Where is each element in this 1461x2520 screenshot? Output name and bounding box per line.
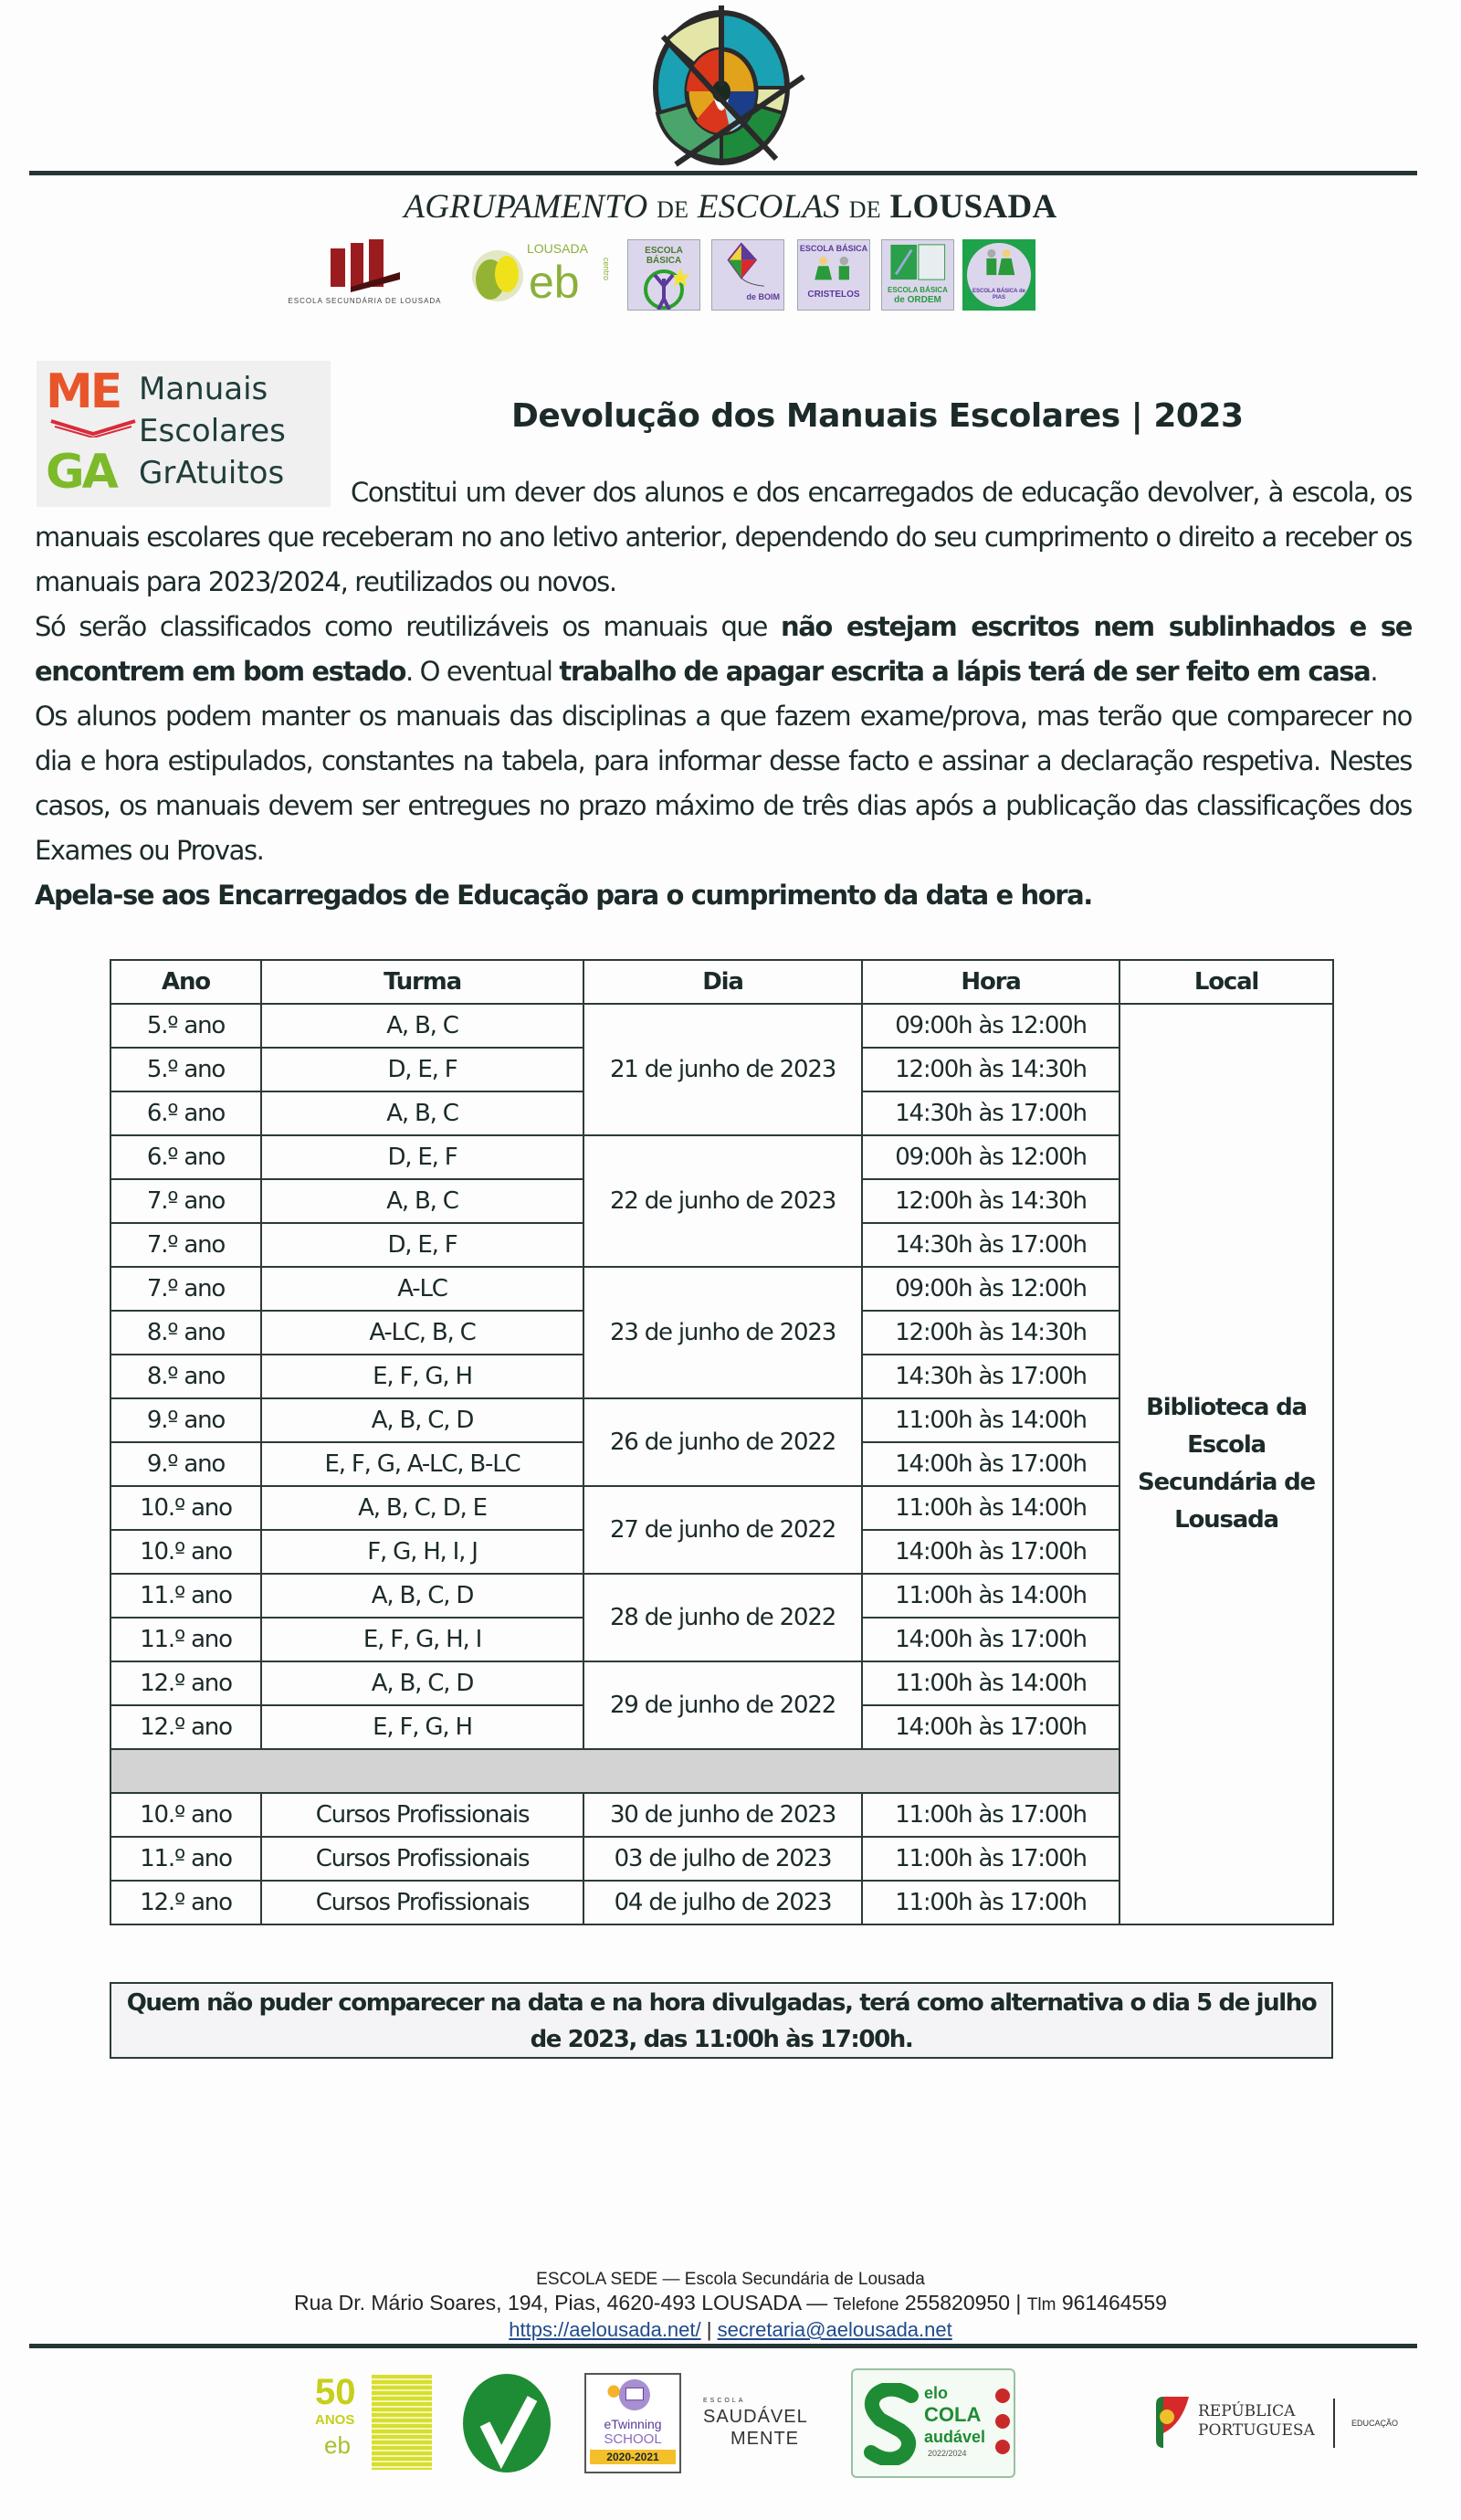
cell-turma: E, F, G, H, I [261,1618,583,1661]
logo-eb-lousada-centro [470,239,616,311]
cell-turma: A, B, C, D [261,1661,583,1705]
cell-hora: 11:00h às 14:00h [862,1486,1119,1530]
children-icon [976,248,1022,285]
logo-escola-saudavel-mente [703,2373,831,2473]
logo-caption: centro [602,258,611,281]
cell-hora: 11:00h às 14:00h [862,1398,1119,1442]
cell-hora: 14:30h às 17:00h [862,1091,1119,1135]
alternative-date-note: Quem não puder comparecer na data e na hora divulgadas, terá como alternativa o dia 5 de julho de 2023, das 11:00h às 17:00h. [110,1982,1333,2059]
footer-phone: 255820950 [904,2291,1011,2314]
logo-50-anos [315,2373,434,2473]
footer-mobile: 961464559 [1061,2291,1167,2314]
header-divider [29,171,1417,175]
cell-turma: A, B, C, D [261,1398,583,1442]
footer-contact: ESCOLA SEDE — Escola Secundária de Lousada Rua Dr. Mário Soares, 194, Pias, 4620-493 LOUSADA — Telefone 255820950 | Tlm 961464559 https://aelousada.net/ | secretaria@aelousada.net [0,2270,1461,2342]
open-book-icon [49,417,137,438]
logo-text: audável [924,2428,986,2446]
agrupamento-emblem-icon [630,4,813,168]
child-star-icon [636,266,691,311]
cell-hora: 14:30h às 17:00h [862,1355,1119,1398]
cell-ano: 6.º ano [110,1135,261,1179]
cell-hora: 11:00h às 14:00h [862,1661,1119,1705]
logo-text: 2022/2024 [928,2449,967,2458]
logo-text: eTwinning [604,2417,662,2431]
cell-ano: 7.º ano [110,1267,261,1311]
text-run: Só serão classificados como reutilizáveis os manuais que [35,611,781,642]
logo-caption: ESCOLA BÁSICA [888,286,948,294]
cell-ano: 11.º ano [110,1574,261,1618]
cell-dia: 29 de junho de 2022 [583,1661,862,1749]
cell-hora: 14:00h às 17:00h [862,1705,1119,1749]
website-link[interactable]: https://aelousada.net/ [509,2318,701,2341]
cell-ano: 5.º ano [110,1004,261,1048]
cell-hora: 09:00h às 12:00h [862,1135,1119,1179]
logo-caption: eb [529,257,580,308]
mega-letters-bottom: GA [46,445,116,500]
cell-hora: 09:00h às 12:00h [862,1267,1119,1311]
logo-escola-basica-1 [627,239,700,311]
cell-turma: D, E, F [261,1048,583,1091]
cell-turma: A, B, C, D, E [261,1486,583,1530]
logo-caption: ESCOLA BÁSICA [799,244,868,253]
org-name-part: DE [657,196,689,223]
logo-escola-basica-pias [962,239,1035,311]
cell-ano: 10.º ano [110,1530,261,1574]
cell-hora: 11:00h às 17:00h [862,1793,1119,1837]
cell-ano: 6.º ano [110,1091,261,1135]
cell-hora: 12:00h às 14:30h [862,1048,1119,1091]
cell-turma: E, F, G, H [261,1355,583,1398]
kite-icon [720,242,775,288]
apples-icon [993,2387,1012,2460]
logo-text: 2020-2021 [590,2450,676,2464]
cell-hora: 11:00h às 17:00h [862,1881,1119,1924]
cell-dia: 30 de junho de 2023 [583,1793,862,1837]
table-row [110,1004,1333,1048]
cell-ano: 10.º ano [110,1486,261,1530]
logo-text: ESCOLA [703,2398,746,2404]
footer-divider [29,2344,1417,2348]
column-header-ano: Ano [110,960,261,1004]
text-run: . [1370,656,1378,687]
mega-word: Escolares [139,413,286,449]
footer-school-seat: ESCOLA SEDE — Escola Secundária de Lousada [536,2270,925,2289]
cell-turma: Cursos Profissionais [261,1793,583,1837]
cell-dia: 22 de junho de 2023 [583,1135,862,1267]
email-link[interactable]: secretaria@aelousada.net [717,2318,952,2341]
cell-hora: 11:00h às 17:00h [862,1837,1119,1881]
logo-text: EDUCAÇÃO [1351,2419,1399,2428]
schedule-table [110,959,1334,1925]
stripes-decoration [372,2375,432,2470]
cell-dia: 03 de julho de 2023 [583,1837,862,1881]
cell-turma: D, E, F [261,1223,583,1267]
paragraph-intro: Constitui um dever dos alunos e dos encarregados de educação devolver, à escola, os manuais escolares que receberam no ano letivo anterior, dependendo do seu cumprimento o direito a receber os manuais para 2023/2024, reutilizados ou novos. [35,477,1412,597]
cell-hora: 12:00h às 14:30h [862,1179,1119,1223]
cell-turma: E, F, G, A-LC, B-LC [261,1442,583,1486]
cell-ano: 7.º ano [110,1179,261,1223]
cell-turma: A, B, C [261,1004,583,1048]
etwinning-icon [605,2378,660,2412]
cell-dia: 26 de junho de 2022 [583,1398,862,1486]
org-name-part: LOUSADA [889,188,1057,226]
mega-word: Manuais [139,371,268,407]
portugal-flag-icon [1154,2397,1191,2448]
cell-ano: 5.º ano [110,1048,261,1091]
column-header-local: Local [1119,960,1333,1004]
logo-text: 50 [315,2373,356,2412]
cell-ano: 7.º ano [110,1223,261,1267]
text-run-bold: não estejam escritos nem sublinhados e se encontrem em bom estado [35,611,1412,687]
cell-dia: 23 de junho de 2023 [583,1267,862,1398]
paragraph-reusable [35,605,1412,694]
footer-phone-label: Telefone [833,2295,899,2314]
cell-ano: 11.º ano [110,1837,261,1881]
eb-leaf-icon [470,248,525,303]
cell-dia: 04 de julho de 2023 [583,1881,862,1924]
logo-republica-portuguesa-educacao [1152,2373,1426,2473]
cell-hora: 14:00h às 17:00h [862,1530,1119,1574]
logo-text: SCHOOL [604,2431,662,2447]
logo-text: MENTE [730,2429,799,2449]
logo-escola-basica-cristelos [797,239,870,311]
logo-text: REPÚBLICA [1198,2402,1296,2420]
separator-cell [110,1749,1119,1793]
cell-turma: E, F, G, H [261,1705,583,1749]
table-header-row [110,960,1333,1004]
cell-turma: Cursos Profissionais [261,1881,583,1924]
logo-divider [1333,2399,1335,2448]
logo-selo-escola-saudavel [851,2368,1015,2478]
cell-hora: 11:00h às 14:00h [862,1574,1119,1618]
logo-text: COLA [924,2403,982,2426]
document-title: Devolução dos Manuais Escolares | 2023 [511,397,1244,435]
cell-hora: 12:00h às 14:30h [862,1311,1119,1355]
cell-dia: 21 de junho de 2023 [583,1004,862,1135]
logo-text: eb [324,2431,351,2459]
cell-turma: A-LC [261,1267,583,1311]
cell-ano: 8.º ano [110,1311,261,1355]
cell-dia: 27 de junho de 2022 [583,1486,862,1574]
logo-caption: ESCOLA BÁSICA [645,246,683,266]
logo-text: elo [924,2384,949,2402]
column-header-hora: Hora [862,960,1119,1004]
cell-ano: 10.º ano [110,1793,261,1837]
logo-etwinning-school [584,2373,681,2473]
mega-letters-top: ME [46,364,121,419]
organization-name [0,187,1461,227]
book-icon [886,243,950,281]
logo-escola-basica-ordem [881,239,954,311]
logo-text: SAUDÁVEL [703,2407,808,2427]
paragraph-appeal: Apela-se aos Encarregados de Educação para o cumprimento da data e hora. [35,880,1092,911]
footer-address: Rua Dr. Mário Soares, 194, Pias, 4620-493 LOUSADA — [294,2291,828,2314]
cell-turma: A, B, C [261,1091,583,1135]
cell-hora: 09:00h às 12:00h [862,1004,1119,1048]
cell-turma: A-LC, B, C [261,1311,583,1355]
paragraph-exams: Os alunos podem manter os manuais das disciplinas a que fazem exame/prova, mas terão que comparecer no dia e hora estipulados, constantes na tabela, para informar desse facto e assinar a declaração respetiva. Nestes casos, os manuais devem ser entregues no prazo máximo de três dias após a publicação das classificações dos Exames ou Provas. [35,701,1412,866]
cell-ano: 9.º ano [110,1398,261,1442]
cell-ano: 12.º ano [110,1661,261,1705]
logo-caption: CRISTELOS [807,290,860,300]
cell-ano: 12.º ano [110,1881,261,1924]
column-header-dia: Dia [583,960,862,1004]
footer-address-line: Rua Dr. Mário Soares, 194, Pias, 4620-493 LOUSADA — Telefone 255820950 | Tlm 961464559 [294,2291,1167,2314]
org-name-part: AGRUPAMENTO [404,188,648,226]
logo-caption: de BOIM [746,292,780,301]
logo-text: PORTUGUESA [1198,2421,1315,2440]
check-seal-icon [461,2373,552,2473]
org-name-part: DE [848,196,881,223]
children-icon [806,254,861,285]
mega-word: GrAtuitos [139,455,285,491]
logo-text: ANOS [315,2412,355,2428]
column-header-turma: Turma [261,960,583,1004]
es-lousada-icon [329,239,402,292]
cell-turma: A, B, C, D [261,1574,583,1618]
cell-ano: 8.º ano [110,1355,261,1398]
cell-ano: 12.º ano [110,1705,261,1749]
cell-turma: A, B, C [261,1179,583,1223]
cell-hora: 14:30h às 17:00h [862,1223,1119,1267]
org-name-part: ESCOLAS [697,188,841,226]
cell-hora: 14:00h às 17:00h [862,1442,1119,1486]
text-run: . O eventual [405,656,560,687]
footer-mobile-label: Tlm [1026,2295,1056,2314]
cell-turma: D, E, F [261,1135,583,1179]
cell-ano: 9.º ano [110,1442,261,1486]
cell-hora: 14:00h às 17:00h [862,1618,1119,1661]
logo-caption: ESCOLA SECUNDÁRIA DE LOUSADA [288,297,442,305]
cell-local: Biblioteca da Escola Secundária de Lousada [1119,1004,1333,1924]
big-s-letter-icon [864,2383,919,2465]
logo-escola-secundaria-lousada [285,239,445,311]
cell-turma: Cursos Profissionais [261,1837,583,1881]
logo-caption: de ORDEM [894,295,941,305]
cell-dia: 28 de junho de 2022 [583,1574,862,1661]
text-run-bold: trabalho de apagar escrita a lápis terá de ser feito em casa [559,656,1371,687]
logo-caption: LOUSADA [527,241,588,256]
logo-escola-basica-boim [711,239,784,311]
logo-caption: ESCOLA BÁSICA de PIAS [972,289,1025,301]
cell-turma: F, G, H, I, J [261,1530,583,1574]
cell-ano: 11.º ano [110,1618,261,1661]
